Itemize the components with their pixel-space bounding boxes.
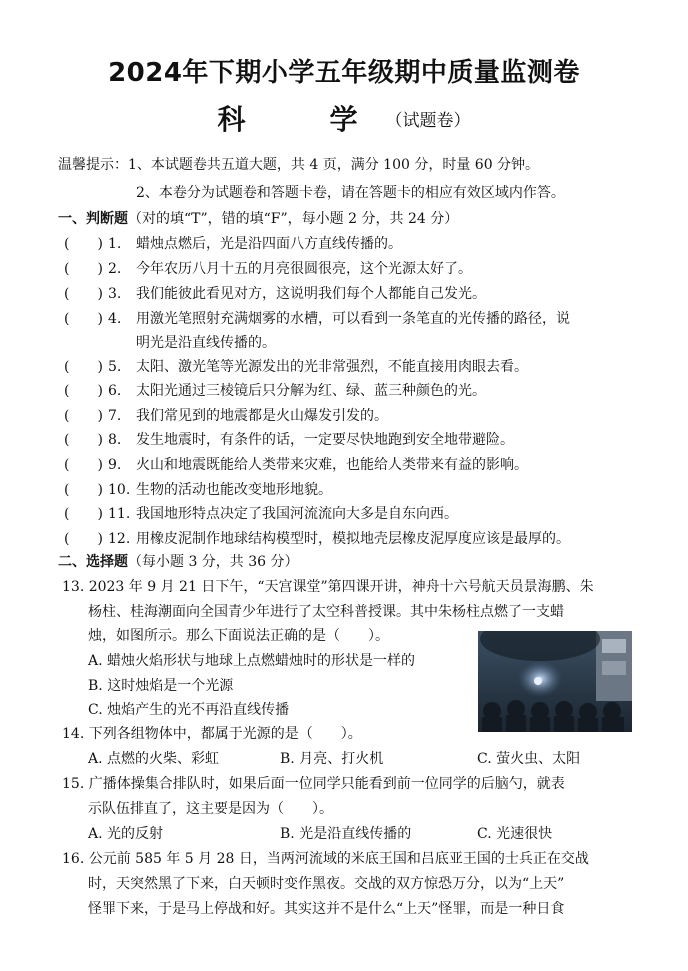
notice-text-1: 1、本试题卷共五道大题，共 4 页，满分 100 分，时量 60 分钟。 [128, 157, 540, 173]
subject-name: 科 学 [217, 103, 386, 136]
item-number: 2. [108, 261, 122, 277]
q13-line-1: 13. 2023 年 9 月 21 日下午，“天宫课堂”第四课开讲，神舟十六号航天员景海鹏、朱 [62, 579, 594, 595]
item-text: 发生地震时，有条件的话，一定要尽快地跑到安全地带避险。 [136, 432, 514, 448]
exam-title: 2024年下期小学五年级期中质量监测卷 [108, 58, 580, 88]
q13-option-b: B. 这时烛焰是一个光源 [88, 678, 234, 694]
section2-heading: 二、选择题 [58, 554, 128, 570]
judge-item [64, 407, 388, 425]
q13-line-3: 烛，如图所示。那么下面说法正确的是（ ）。 [88, 628, 389, 644]
candle-photo-illustration [478, 631, 632, 732]
q14-line-1: 14. 下列各组物体中，都属于光源的是（ ）。 [62, 726, 362, 742]
q15-line-1: 15. 广播体操集合排队时，如果后面一位同学只能看到前一位同学的后脑勺，就表 [62, 776, 565, 792]
answer-blank: ( ) [64, 457, 103, 473]
item-number: 3. [108, 286, 122, 302]
section2-heading-line [58, 553, 299, 571]
q16-line-1: 16. 公元前 585 年 5 月 28 日，当两河流域的米底王国和吕底亚王国的士兵正在交战 [62, 851, 589, 867]
item-text: 我国地形特点决定了我国河流流向大多是自东向西。 [136, 506, 458, 522]
item-text: 我们常见到的地震都是火山爆发引发的。 [136, 408, 388, 424]
answer-blank: ( ) [64, 286, 103, 302]
item-text: 太阳光通过三棱镜后只分解为红、绿、蓝三种颜色的光。 [136, 383, 486, 399]
item-number: 11. [108, 506, 131, 522]
judge-item [64, 530, 570, 548]
answer-blank: ( ) [64, 408, 103, 424]
section1-heading-line [58, 210, 458, 228]
item-text: 火山和地震既能给人类带来灾难，也能给人类带来有益的影响。 [136, 457, 528, 473]
section1-heading: 一、判断题 [58, 211, 128, 227]
notice-line-1 [58, 156, 539, 174]
judge-item [64, 285, 486, 303]
answer-blank: ( ) [64, 383, 103, 399]
item-number: 9. [108, 457, 122, 473]
q13-option-c: C. 烛焰产生的光不再沿直线传播 [88, 702, 290, 718]
item-text: 用激光笔照射充满烟雾的水槽，可以看到一条笔直的光传播的路径，说 [136, 311, 570, 327]
q15-option-a: A. 光的反射 [88, 826, 164, 842]
judge-item-4-cont: 明光是沿直线传播的。 [136, 335, 276, 351]
judge-item [64, 260, 472, 278]
section2-note: （每小题 3 分，共 36 分） [128, 554, 299, 570]
item-number: 1. [108, 236, 122, 252]
item-number: 10. [108, 482, 131, 498]
item-text: 太阳、激光笔等光源发出的光非常强烈，不能直接用肉眼去看。 [136, 359, 528, 375]
answer-blank: ( ) [64, 531, 103, 547]
judge-item [64, 505, 458, 523]
section1-note: （对的填“T”，错的填“F”，每小题 2 分，共 24 分） [128, 211, 459, 227]
tiangong-classroom-photo [478, 631, 632, 732]
q13-option-a: A. 蜡烛火焰形状与地球上点燃蜡烛时的形状是一样的 [88, 653, 416, 669]
judge-item [64, 456, 528, 474]
answer-blank: ( ) [64, 359, 103, 375]
q15-option-c: C. 光速很快 [477, 826, 553, 842]
judge-item [64, 358, 528, 376]
item-text: 我们能彼此看见对方，这说明我们每个人都能自己发光。 [136, 286, 486, 302]
answer-blank: ( ) [64, 311, 103, 327]
q16-line-3: 怪罪下来，于是马上停战和好。其实这并不是什么“上天”怪罪，而是一种日食 [88, 901, 565, 917]
answer-blank: ( ) [64, 506, 103, 522]
item-number: 12. [108, 531, 131, 547]
q16-line-2: 时，天突然黑了下来，白天顿时变作黑夜。交战的双方惊恐万分，以为“上天” [88, 876, 565, 892]
item-text: 用橡皮泥制作地球结构模型时，模拟地壳层橡皮泥厚度应该是最厚的。 [136, 531, 570, 547]
answer-blank: ( ) [64, 482, 103, 498]
item-number: 5. [108, 359, 122, 375]
item-text: 蜡烛点燃后，光是沿四面八方直线传播的。 [136, 236, 402, 252]
subject-note: （试题卷） [385, 111, 471, 131]
item-text: 今年农历八月十五的月亮很圆很亮，这个光源太好了。 [136, 261, 472, 277]
judge-item [64, 382, 486, 400]
answer-blank: ( ) [64, 432, 103, 448]
item-number: 8. [108, 432, 122, 448]
q15-option-b: B. 光是沿直线传播的 [280, 826, 412, 842]
judge-item [64, 310, 570, 328]
item-number: 4. [108, 311, 122, 327]
q14-option-c: C. 萤火虫、太阳 [477, 751, 581, 767]
answer-blank: ( ) [64, 236, 103, 252]
q14-option-a: A. 点燃的火柴、彩虹 [88, 751, 220, 767]
judge-item [64, 431, 514, 449]
item-text: 生物的活动也能改变地形地貌。 [136, 482, 332, 498]
exam-subject [0, 98, 688, 138]
answer-blank: ( ) [64, 261, 103, 277]
item-number: 6. [108, 383, 122, 399]
judge-item [64, 235, 402, 253]
notice-label: 温馨提示： [58, 157, 128, 173]
q14-option-b: B. 月亮、打火机 [280, 751, 384, 767]
q15-line-2: 示队伍排直了，这主要是因为（ ）。 [88, 801, 333, 817]
q13-line-2: 杨柱、桂海潮面向全国青少年进行了太空科普授课。其中朱杨柱点燃了一支蜡 [88, 604, 564, 620]
notice-line-2: 2、本卷分为试题卷和答题卡卷，请在答题卡的相应有效区域内作答。 [136, 185, 565, 201]
judge-item [64, 481, 332, 499]
item-number: 7. [108, 408, 122, 424]
